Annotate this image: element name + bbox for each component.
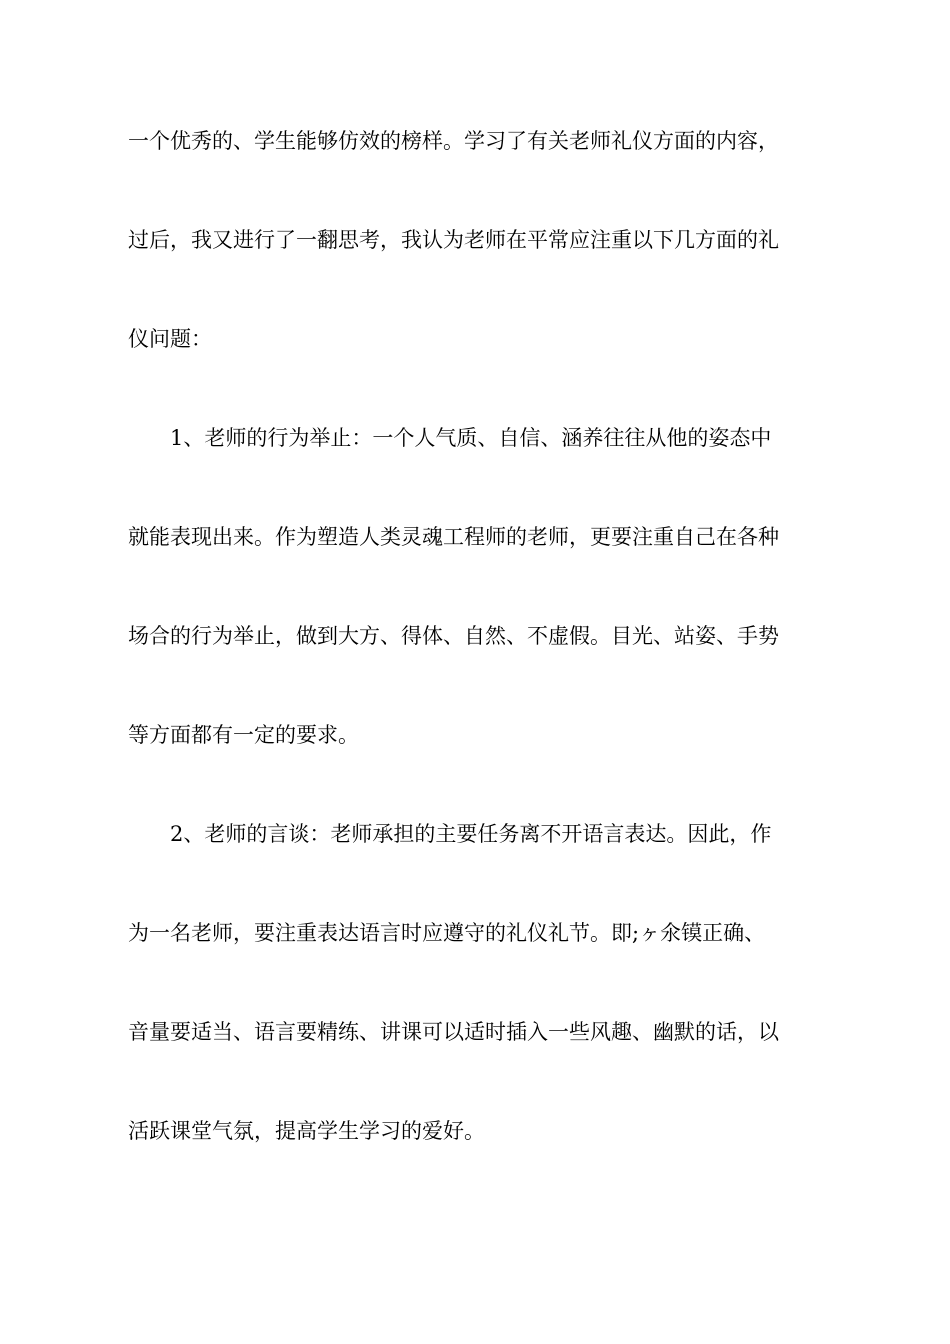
document-body [128,117,828,1206]
text-line: 过后，我又进行了一翻思考，我认为老师在平常应注重以下几方面的礼 [128,228,779,252]
paragraph-2-start: 2、老师的言谈：老师承担的主要任务离不开语言表达。因此，作 [170,822,772,846]
text-line: 场合的行为举止，做到大方、得体、自然、不虚假。目光、站姿、手势 [128,624,779,648]
text-line: 一个优秀的、学生能够仿效的榜样。学习了有关老师礼仪方面的内容， [128,129,779,153]
text-line: 等方面都有一定的要求。 [128,723,359,747]
text-line: 就能表现出来。作为塑造人类灵魂工程师的老师，更要注重自己在各种 [128,525,779,549]
paragraph-1-start: 1、老师的行为举止：一个人气质、自信、涵养往往从他的姿态中 [170,426,772,450]
text-line: 为一名老师，要注重表达语言时应遵守的礼仪礼节。即;ヶ氽镆正确、 [128,921,766,945]
text-line: 仪问题： [128,327,212,351]
text-line: 音量要适当、语言要精练、讲课可以适时插入一些风趣、幽默的话，以 [128,1020,779,1044]
text-line: 活跃课堂气氛，提高学生学习的爱好。 [128,1119,485,1143]
